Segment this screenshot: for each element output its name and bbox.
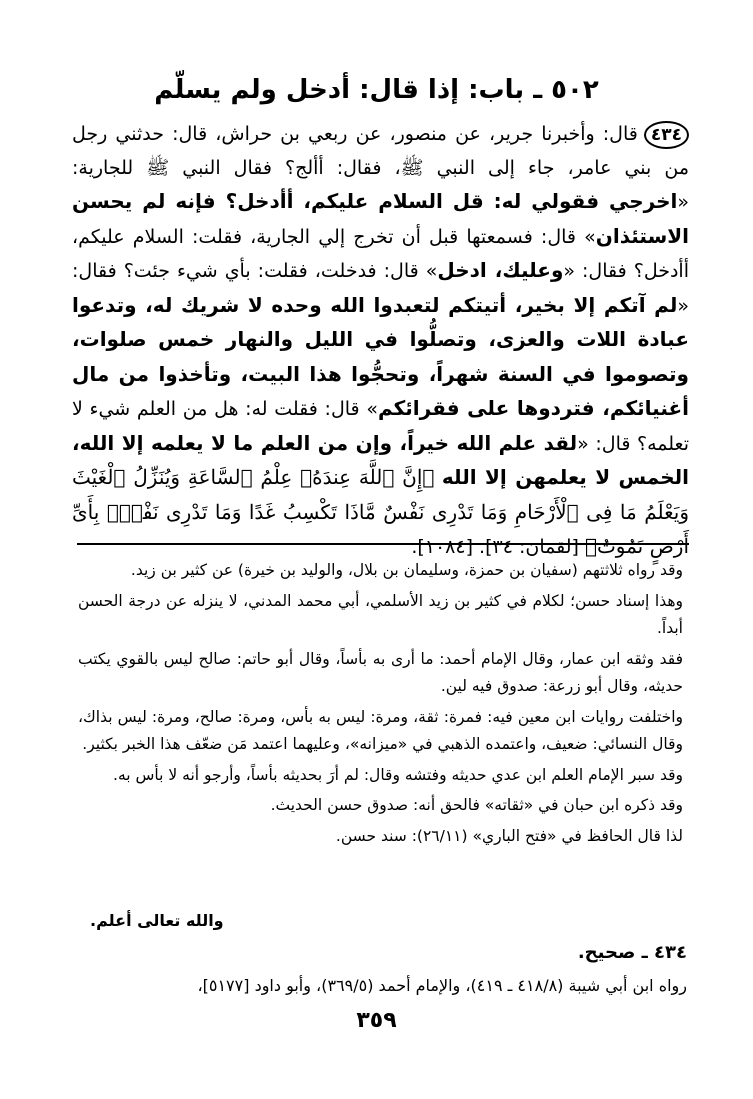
hadith-text [72,118,689,565]
prophet-speech-1: اخرجي فقولي له: قل السلام عليكم، أأدخل؟ فإنه لم يحسن الاستئذان [72,189,689,248]
footnote-paragraph: وقد ذكره ابن حبان في «ثقاته» فالحق أنه: صدوق حسن الحديث. [270,796,683,814]
prophet-speech-3: لم آتكم إلا بخير، أتيتكم لتعبدوا الله وحده لا شريك له، وتدعوا عبادة اللات والعزى، وتصلُّوا في الليل والنهار خمس صلوات، وتصوموا في السنة شهراً، وتحجُّوا هذا البيت، وتأخذوا من مال أغنيائكم، فتردوها على فقرائكم [72,292,689,420]
footnotes [78,557,683,853]
hadith-paragraph [72,118,689,565]
verse-reference: [لقمان: ٣٤]. [١٠٨٤]. [411,536,579,558]
footnote-paragraph: لذا قال الحافظ في «فتح الباري» (٢٦/١١): سند حسن. [335,826,683,845]
prophet-speech-4: لقد علم الله خيراً، وإن من العلم ما لا يعلمه إلا الله، الخمس لا يعلمهن إلا الله [72,430,689,489]
hadith-text-part-3: » قال: فدخلت، فقلت: بأي شيء جئت؟ فقال: « [72,260,689,317]
hadith-text-part-2: » قال: فسمعتها قبل أن تخرج إلي الجارية، فقلت: السلام عليكم، أأدخل؟ فقال: « [72,225,689,282]
quran-verse: ﴿إِنَّ ٱللَّهَ عِندَهُۥ عِلْمُ ٱلسَّاعَةِ وَيُنَزِّلُ ٱلْغَيْثَ وَيَعْلَمُ مَا فِى ٱلْأَرْحَامِ وَمَا تَدْرِى نَفْسٌ مَّاذَا تَكْسِبُ غَدًا وَمَا تَدْرِى نَفْسٌۢ بِأَىِّ أَرْضٍ تَمُوتُ﴾ [72,465,689,558]
footnote-paragraph: وهذا إسناد حسن؛ لكلام في كثير بن زيد الأسلمي، أبي محمد المدني، لا ينزله عن درجة الحسن أبداً. [78,591,683,637]
footnote-paragraph: واختلفت روايات ابن معين فيه: فمرة: ثقة، ومرة: ليس به بأس، ومرة: صالح، ومرة: ليس بذاك، وقال النسائي: ضعيف، واعتمده الذهبي في «ميزانه»، وعليهما اعتمد مَن ضعّف هذا الخبر بكثير. [78,707,683,753]
grading-text: رواه ابن أبي شيبة (٤١٨/٨ ـ ٤١٩)، والإمام أحمد (٣٦٩/٥)، وأبو داود [٥١٧٧]، [197,976,687,995]
footnote-paragraph: فقد وثقه ابن عمار، وقال الإمام أحمد: ما أرى به بأساً، وقال أبو حاتم: صالح ليس بالقوي يكتب حديثه، وقال أبو زرعة: صدوق فيه لين. [78,649,683,695]
hadith-text-part-4: » قال: فقلت له: هل من العلم شيء لا تعلمه؟ قال: « [72,398,690,455]
closing-text: والله تعالى أعلم. [90,911,224,930]
footnote-paragraph: وقد رواه ثلاثتهم (سفيان بن حمزة، وسليمان بن بلال، والوليد بن خيرة) عن كثير بن زيد. [130,561,683,579]
hadith-number-badge: ٤٣٤ [644,121,689,149]
prophet-speech-2: وعليك، ادخل [437,258,564,282]
footnote-paragraph: وقد سبر الإمام العلم ابن عدي حديثه وفتشه وقال: لم أرَ بحديثه بأساً، وأرجو أنه لا بأس به. [113,765,683,784]
hadith-text-part-1: قال: وأخبرنا جرير، عن منصور، عن ربعي بن حراش، قال: حدثني رجل من بني عامر، جاء إلى النبي ﷺ، فقال: أألج؟ فقال النبي ﷺ للجارية: « [72,123,689,213]
footnote-divider [77,543,689,545]
chapter-title: ٥٠٢ ـ باب: إذا قال: أدخل ولم يسلّم [154,75,599,105]
page-number: ٣٥٩ [356,1008,397,1033]
grading-heading: ٤٣٤ ـ صحيح. [577,942,687,963]
